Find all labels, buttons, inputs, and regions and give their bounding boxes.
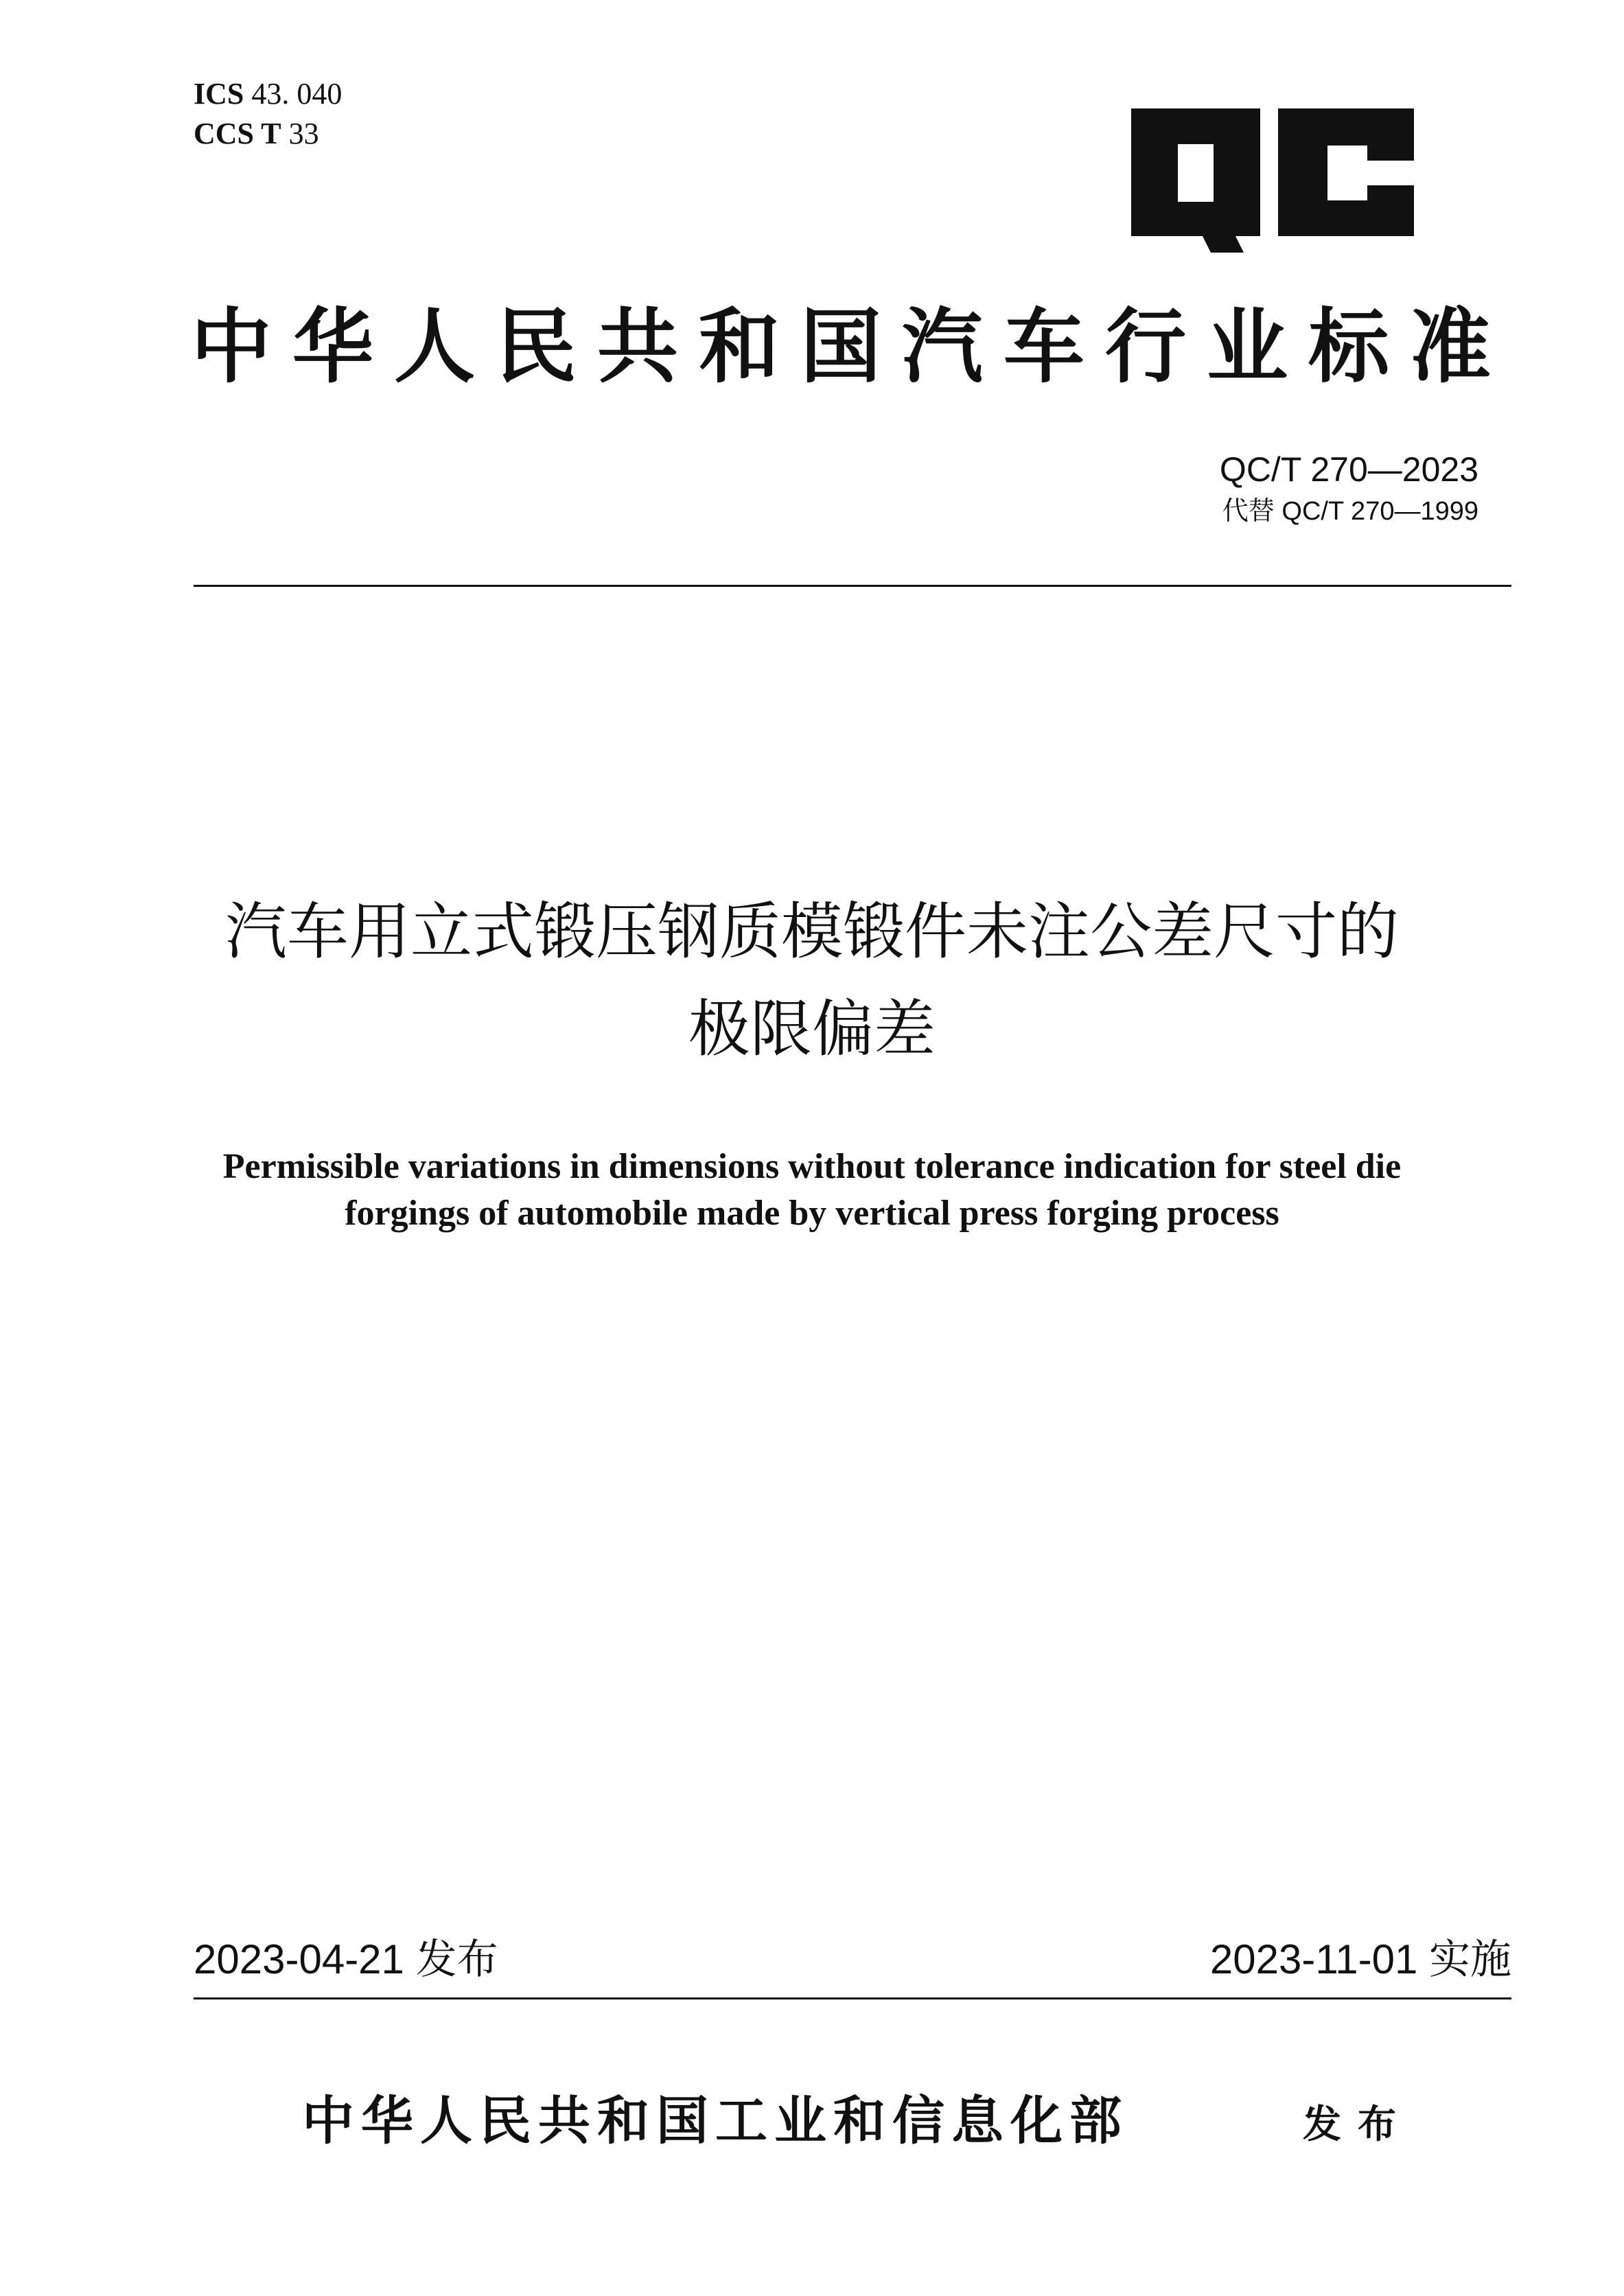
industry-standard-title: 中华人民共和国汽车行业标准 [190,299,1511,394]
ccs-value: 33 [288,117,319,150]
implementation-date: 2023-11-01 实施 [1209,1936,1511,1982]
issue-label: 发布 [1303,2102,1413,2147]
standard-number: QC/T 270—2023 [1219,450,1478,489]
title-zh-line2: 极限偏差 [688,993,936,1065]
title-zh-line1: 汽车用立式锻压钢质模锻件未注公差尺寸的 [225,896,1399,968]
ics-value: 43. 040 [251,77,343,111]
issuing-authority: 中华人民共和国工业和信息化部 [302,2090,1128,2151]
replaces-standard: 代替 QC/T 270—1999 [1222,497,1478,526]
ccs-code [194,114,342,154]
ics-label: ICS [194,77,244,111]
issue-date: 2023-04-21 发布 [194,1936,498,1982]
ics-code [194,74,342,114]
ccs-label: CCS T [194,117,281,150]
title-en-line1: Permissible variations in dimensions without tolerance indication for steel die [222,1147,1402,1186]
bottom-divider [194,1997,1511,1999]
title-en-line2: forgings of automobile made by vertical press forging process [345,1194,1279,1233]
top-divider [194,585,1511,587]
qc-logo [1126,108,1414,253]
classification-codes [194,74,342,154]
